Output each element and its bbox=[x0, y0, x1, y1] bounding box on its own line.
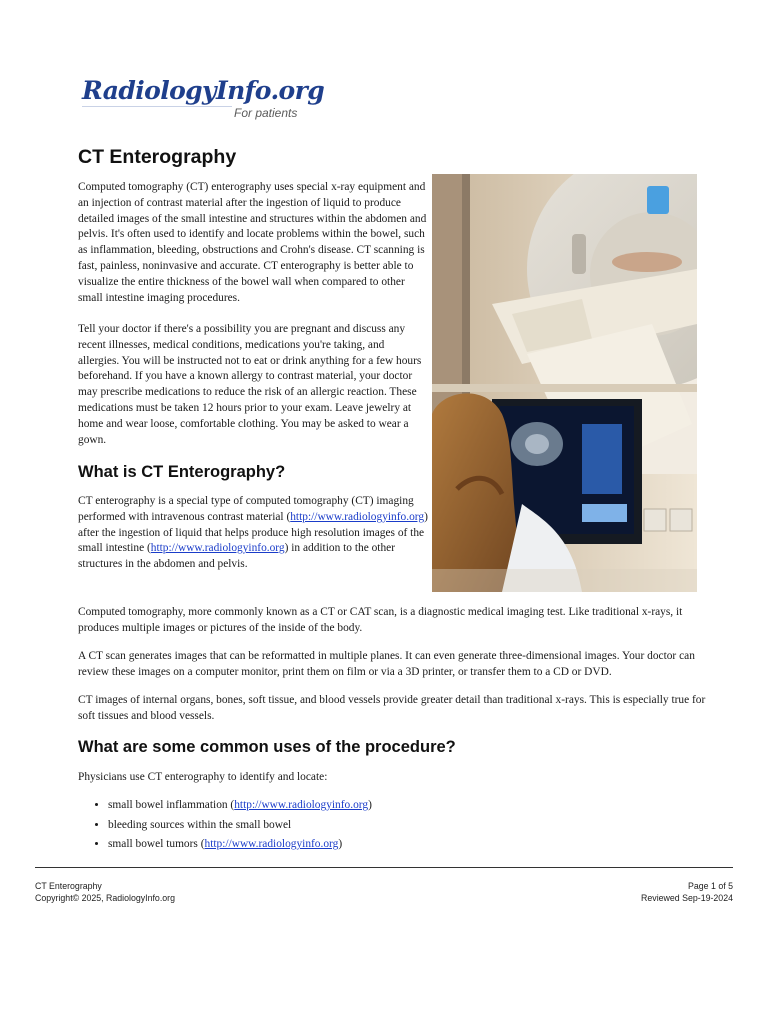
what-is-text-a: CT enterography is a special type of computed tomography (CT) imaging performed with intravenous contrast material ( bbox=[78, 495, 414, 523]
radiologyinfo-link-contrast[interactable]: http://www.radiologyinfo.org bbox=[290, 510, 425, 523]
what-is-paragraph-1 bbox=[78, 494, 428, 573]
what-is-paragraph-2: Computed tomography, more commonly known as a CT or CAT scan, is a diagnostic medical imaging test. Like traditional x-rays, it produces multiple images or pictures of the inside of the body. bbox=[78, 606, 683, 634]
footer-reviewed-date: Reviewed Sep-19-2024 bbox=[641, 893, 733, 903]
footer-right bbox=[641, 880, 733, 904]
list-item-text: small bowel tumors ( bbox=[108, 838, 205, 850]
radiologyinfo-link-inflammation[interactable]: http://www.radiologyinfo.org bbox=[234, 799, 369, 811]
common-uses-intro: Physicians use CT enterography to identify and locate: bbox=[78, 771, 328, 783]
what-is-text-c: ) in addition to the other structures in the abdomen and pelvis. bbox=[78, 542, 395, 571]
ct-scanner-photo bbox=[432, 174, 697, 592]
common-uses-list bbox=[92, 796, 668, 855]
footer-page-number: Page 1 of 5 bbox=[688, 881, 733, 891]
radiologyinfo-link-small-intestine[interactable]: http://www.radiologyinfo.org bbox=[150, 542, 285, 555]
intro-paragraph-2: Tell your doctor if there's a possibility you are pregnant and discuss any recent illnesses, medical conditions, medications you're taking, and allergies. You will be instructed not to eat or drink anything for a few hours beforehand. If you have a known allergy to contrast material, your doctor may prescribe medications to reduce the risk of an allergic reaction. These medications must be taken 12 hours prior to your exam. Leave jewelry at home and wear loose, comfortable clothing. You may be asked to wear a gown. bbox=[78, 323, 422, 446]
list-item bbox=[108, 816, 668, 836]
list-item-text: small bowel inflammation ( bbox=[108, 799, 235, 811]
list-item bbox=[108, 796, 668, 816]
footer-copyright: Copyright© 2025, RadiologyInfo.org bbox=[35, 893, 175, 903]
list-item bbox=[108, 835, 668, 855]
footer-divider bbox=[35, 867, 733, 868]
intro-paragraph-1: Computed tomography (CT) enterography uses special x-ray equipment and an injection of contrast material after the ingestion of liquid to produce detailed images of the small intestine and structures within the abdomen and pelvis. It's often used to identify and locate problems within the bowel, such as inflammation, bleeding, obstructions and Crohn's disease. CT scanning is fast, painless, noninvasive and accurate. CT enterography is better able to visualize the entire thickness of the bowel wall when compared to other small intestine imaging procedures. bbox=[78, 181, 427, 304]
what-is-paragraph-4: CT images of internal organs, bones, soft tissue, and blood vessels provide greater detail than traditional x-rays. This is especially true for soft tissues and blood vessels. bbox=[78, 694, 706, 722]
section-heading-what-is: What is CT Enterography? bbox=[78, 463, 286, 481]
list-item-suffix: ) bbox=[338, 838, 343, 850]
section-heading-common-uses: What are some common uses of the procedure? bbox=[78, 738, 456, 756]
list-item-suffix: ) bbox=[368, 799, 372, 811]
logo-wordmark: RadiologyInfo.org bbox=[82, 76, 325, 105]
radiologyinfo-link-tumors[interactable]: http://www.radiologyinfo.org bbox=[204, 838, 339, 850]
logo-tagline: For patients bbox=[234, 106, 298, 120]
what-is-text-b: ) after the ingestion of liquid that helps produce high resolution images of the small intestine ( bbox=[78, 510, 428, 555]
logo-underline bbox=[82, 106, 232, 107]
footer-left bbox=[35, 880, 175, 904]
page-title: CT Enterography bbox=[78, 146, 237, 168]
site-logo bbox=[82, 76, 325, 130]
footer-doc-title: CT Enterography bbox=[35, 881, 102, 891]
what-is-paragraph-3: A CT scan generates images that can be reformatted in multiple planes. It can even generate three-dimensional images. Your doctor can review these images on a computer monitor, print them on film or via a 3D printer, or transfer them to a CD or DVD. bbox=[78, 650, 695, 678]
list-item-text: bleeding sources within the small bowel bbox=[108, 818, 292, 831]
